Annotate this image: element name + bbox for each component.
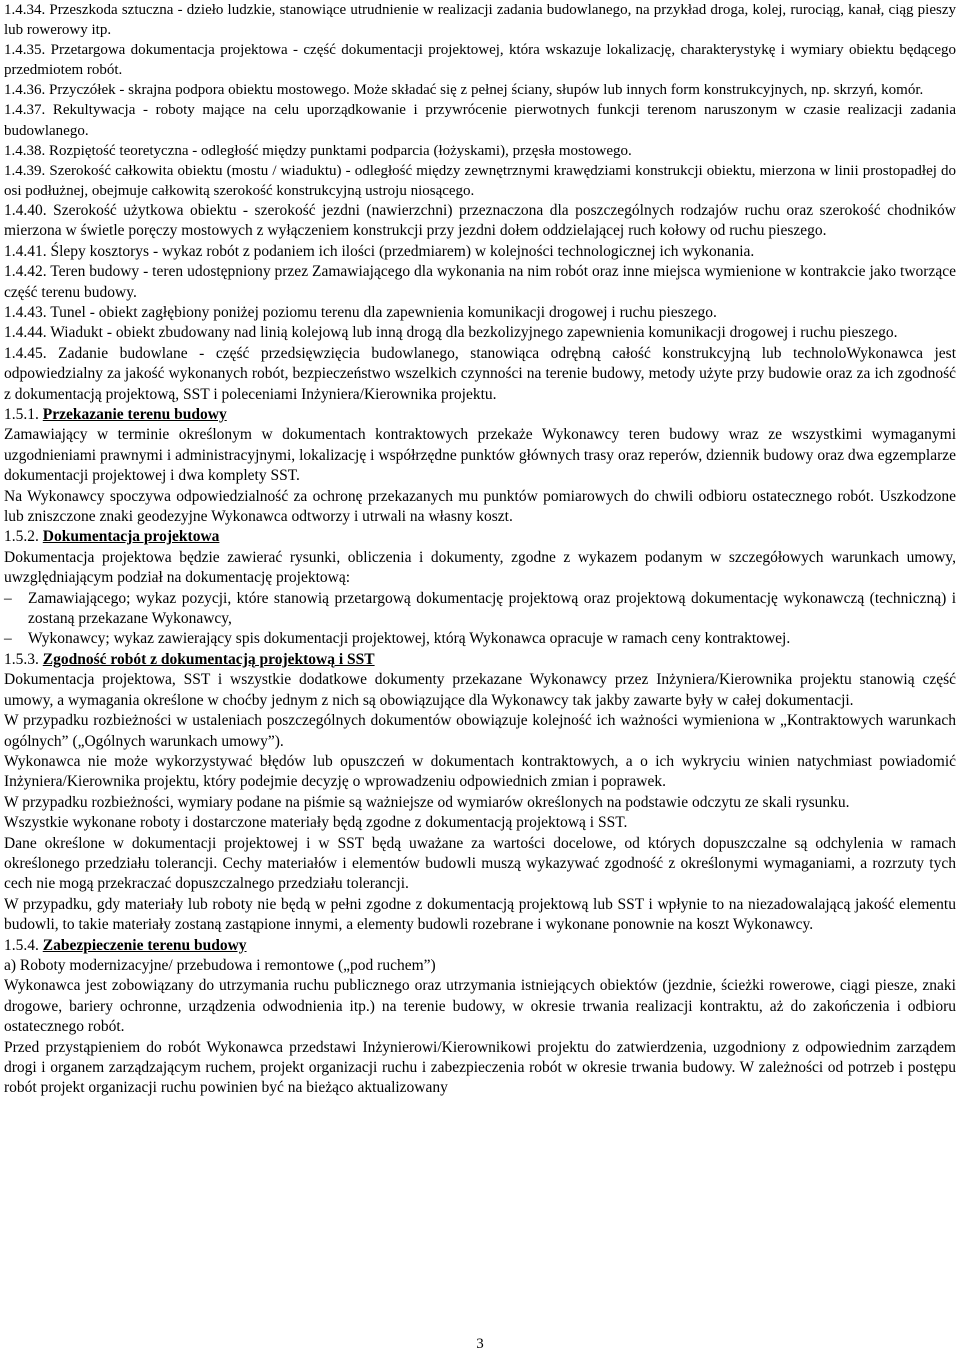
definition-text: Teren budowy - teren udostępniony przez Zamawiającego dla wykonania na nim robót oraz inne miejsca wymienione w kontrakcie jako tworzące część terenu budowy.: [4, 263, 956, 301]
dash-marker: –: [4, 630, 12, 648]
definition-1-4-38: [4, 141, 956, 161]
definition-text: Przeszkoda sztuczna - dzieło ludzkie, stanowiące utrudnienie w realizacji zadania budowlanego, na przykład droga, kolej, rurociąg, kanał, ciąg pieszy lub rowerowy itp.: [4, 2, 956, 39]
definition-number: 1.4.38.: [4, 142, 46, 159]
definition-number: 1.4.42.: [4, 263, 47, 281]
document-page: [4, 0, 956, 1099]
section-number: 1.5.1.: [4, 406, 39, 423]
definition-number: 1.4.45.: [4, 344, 47, 362]
dash-list-item: [4, 629, 956, 649]
paragraph: Wykonawca jest zobowiązany do utrzymania ruchu publicznego oraz utrzymania istniejących obiektów (jezdnie, ścieżki rowerowe, ciągi piesze, znaki drogowe, bariery ochronne, urządzenia odwodnienia itp.) na terenie budowy, w okresie trwania realizacji kontraktu, aż do zakończenia i odbioru ostatecznego robót.: [4, 977, 956, 1036]
definition-text: Rozpiętość teoretyczna - odległość między punktami podparcia (łożyskami), przęsła mostowego.: [49, 142, 632, 159]
section-number: 1.5.3.: [4, 650, 39, 668]
list-item-text: Zamawiającego; wykaz pozycji, które stanowią przetargową dokumentację projektową oraz projektową dokumentację wykonawczą (techniczną) i zostaną przekazane Wykonawcy,: [28, 589, 956, 628]
section-heading-1-5-4: [4, 936, 956, 956]
dash-marker: –: [4, 589, 12, 607]
paragraph: Dokumentacja projektowa będzie zawierać rysunki, obliczenia i dokumenty, zgodne z wykazem podanym w szczegółowych warunkach umowy, uwzględniającym podział na dokumentację projektową:: [4, 548, 956, 587]
subheading: a) Roboty modernizacyjne/ przebudowa i remontowe („pod ruchem”): [4, 956, 436, 974]
definition-1-4-40: [4, 201, 956, 242]
definition-text: Tunel - obiekt zagłębiony poniżej poziomu terenu dla zapewnienia komunikacji drogowej i ruchu pieszego.: [50, 303, 717, 321]
definition-number: 1.4.44.: [4, 324, 47, 342]
definition-number: 1.4.40.: [4, 201, 47, 219]
definition-text: Wiadukt - obiekt zbudowany nad linią kolejową lub inną drogą dla bezkolizyjnego zapewnienia komunikacji drogowej i ruchu pieszego.: [50, 324, 898, 342]
definition-1-4-45: [4, 344, 956, 405]
paragraph: Wszystkie wykonane roboty i dostarczone materiały będą zgodne z dokumentacją projektową i SST.: [4, 814, 628, 832]
definition-number: 1.4.35.: [4, 42, 46, 59]
paragraph: Wykonawca nie może wykorzystywać błędów lub opuszczeń w dokumentach kontraktowych, a o ich wykryciu winien natychmiast powiadomić Inżyniera/Kierownika projektu, który podejmie decyzję o wprowadzeniu odpowiednich zmian i poprawek.: [4, 752, 956, 791]
paragraph: W przypadku rozbieżności, wymiary podane na piśmie są ważniejsze od wymiarów określonych na podstawie odczytu ze skali rysunku.: [4, 793, 850, 811]
paragraph: Dokumentacja projektowa, SST i wszystkie dodatkowe dokumenty przekazane Wykonawcy przez Inżyniera/Kierownika projektu stanowią część umowy, a wymagania określone w choćby jednym z nich są obowiązujące dla Wykonawcy tak jakby zawarte były w całej dokumentacji.: [4, 671, 956, 709]
definition-number: 1.4.34.: [4, 2, 46, 18]
definition-text: Ślepy kosztorys - wykaz robót z podaniem ich ilości (przedmiarem) w kolejności technologicznej ich wykonania.: [50, 242, 755, 260]
definition-text: Zadanie budowlane - część przedsięwzięcia budowlanego, stanowiąca odrębną całość konstrukcyjną lub technoloWykonawca jest odpowiedzialny za jakość wykonanych robót, bezpieczeństwo wszelkich czynności na terenie budowy, metody użyte przy budowie oraz za ich zgodność z dokumentacją projektową, SST i poleceniami Inżyniera/Kierownika projektu.: [4, 344, 956, 403]
section-number: 1.5.2.: [4, 528, 39, 546]
section-title: Zgodność robót z dokumentacją projektową i SST: [42, 650, 375, 668]
definition-1-4-36: [4, 80, 956, 100]
section-heading-1-5-2: [4, 527, 956, 547]
definition-number: 1.4.41.: [4, 242, 47, 260]
page-number: 3: [476, 1336, 484, 1352]
definition-1-4-43: [4, 303, 956, 323]
definition-1-4-37: [4, 100, 956, 140]
dash-list-item: [4, 589, 956, 630]
section-heading-1-5-1: [4, 405, 956, 425]
section-heading-1-5-3: [4, 650, 956, 670]
definition-text: Przetargowa dokumentacja projektowa - część dokumentacji projektowej, która wskazuje lokalizację, charakterystykę i wymiary obiektu będącego przedmiotem robót.: [4, 42, 956, 79]
definition-1-4-41: [4, 242, 956, 262]
definition-1-4-35: [4, 40, 956, 80]
definition-number: 1.4.37.: [4, 102, 46, 119]
definition-1-4-42: [4, 262, 956, 303]
paragraph: Zamawiający w terminie określonym w dokumentach kontraktowych przekaże Wykonawcy teren budowy wraz ze wszystkimi wymaganymi uzgodnieniami prawnymi i administracyjnymi, lokalizację i współrzędne punktów głównych trasy oraz reperów, dziennik budowy oraz dwa egzemplarze dokumentacji projektowej i dwa komplety SST.: [4, 426, 956, 485]
definition-number: 1.4.43.: [4, 303, 47, 321]
section-title: Zabezpieczenie terenu budowy: [42, 936, 247, 954]
paragraph: Dane określone w dokumentacji projektowej i w SST będą uważane za wartości docelowe, od których dopuszczalne są odchylenia w ramach określonego przedziału tolerancji. Cechy materiałów i elementów budowli muszą wykazywać zgodność z określonymi wymaganiami, a rozrzuty tych cech nie mogą przekraczać dopuszczalnego przedziału tolerancji.: [4, 834, 956, 893]
section-title: Dokumentacja projektowa: [42, 528, 220, 546]
list-item-text: Wykonawcy; wykaz zawierający spis dokumentacji projektowej, którą Wykonawca opracuje w ramach ceny kontraktowej.: [28, 630, 791, 648]
definition-number: 1.4.36.: [4, 82, 46, 99]
definition-text: Przyczółek - skrajna podpora obiektu mostowego. Może składać się z pełnej ściany, słupów lub innych form konstrukcyjnych, np. skrzyń, komór.: [49, 82, 924, 99]
definition-number: 1.4.39.: [4, 162, 46, 179]
paragraph: W przypadku, gdy materiały lub roboty nie będą w pełni zgodne z dokumentacją projektową lub SST i wpłynie to na niezadowalającą jakość elementu budowli, to takie materiały zostaną zastąpione innymi, a elementy budowli rozebrane i wykonane ponownie na koszt Wykonawcy.: [4, 895, 956, 934]
section-number: 1.5.4.: [4, 936, 39, 954]
paragraph: Przed przystąpieniem do robót Wykonawca przedstawi Inżynierowi/Kierownikowi projektu do zatwierdzenia, uzgodniony z odpowiednim zarządem drogi i organem zarządzającym ruchem, projekt organizacji ruchu i zabezpieczenia robót w okresie trwania budowy. W zależności od potrzeb i postępu robót projekt organizacji ruchu powinien być na bieżąco aktualizowany: [4, 1038, 956, 1097]
section-title: Przekazanie terenu budowy: [42, 406, 227, 423]
definition-text: Szerokość całkowita obiektu (mostu / wiaduktu) - odległość między zewnętrznymi krawędziami konstrukcji obiektu, mierzona w linii prostopadłej do osi podłużnej, obejmuje całkowitą szerokość konstrukcyjną ustroju niosącego.: [4, 162, 956, 199]
paragraph: W przypadku rozbieżności w ustaleniach poszczególnych dokumentów obowiązuje kolejność ich ważności wymieniona w „Kontraktowych warunkach ogólnych” („Ogólnych warunkach umowy”).: [4, 712, 956, 750]
definition-text: Rekultywacja - roboty mające na celu uporządkowanie i przywrócenie pierwotnych funkcji terenom naruszonym w czasie realizacji zadania budowlanego.: [4, 102, 957, 139]
definition-1-4-44: [4, 323, 956, 343]
paragraph: Na Wykonawcy spoczywa odpowiedzialność za ochronę przekazanych mu punktów pomiarowych do chwili odbioru ostatecznego robót. Uszkodzone lub zniszczone znaki geodezyjne Wykonawca odtworzy i utrwali na własny koszt.: [4, 487, 956, 526]
definition-text: Szerokość użytkowa obiektu - szerokość jezdni (nawierzchni) przeznaczona dla poszczególnych rodzajów ruchu oraz szerokość chodników mierzona w świetle poręczy mostowych z wyłączeniem konstrukcji przy jezdni dołem oddzielającej ruch kołowy od ruchu pieszego.: [4, 201, 956, 240]
definition-1-4-34: [4, 0, 956, 40]
definition-1-4-39: [4, 161, 956, 201]
